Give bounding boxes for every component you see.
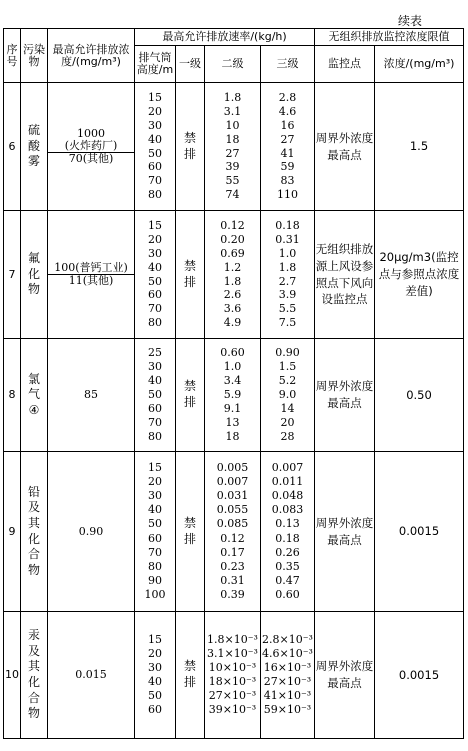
table-row [4, 339, 464, 452]
grade2-value: 10 [225, 118, 240, 132]
stack-height [135, 612, 176, 739]
table-row [4, 612, 464, 739]
max-conc-part: 1000 (火炸药厂) [64, 127, 118, 153]
grade3-value: 20 [280, 415, 295, 429]
grade2-value: 0.31 [220, 574, 245, 588]
grade2 [205, 612, 261, 739]
grade3-value: 41 [280, 146, 295, 160]
grade3-value: 4.6×10⁻³ [262, 647, 313, 661]
grade3-value: 16 [280, 118, 295, 132]
row-pollutant: 铅 及 其 化 合 物 [21, 452, 48, 612]
max-conc-part: 11(其他) [48, 274, 134, 287]
grade3 [261, 339, 315, 452]
grade3-value: 2.8×10⁻³ [262, 633, 313, 647]
grade2-value: 1.2 [223, 260, 242, 274]
grade2-value: 0.17 [220, 545, 245, 559]
grade3-value: 110 [277, 188, 298, 202]
grade3-value: 0.18 [275, 218, 300, 232]
header-grade2: 二级 [205, 46, 261, 83]
row-grade1: 禁 排 [176, 452, 205, 612]
grade2-value: 0.69 [220, 246, 245, 260]
max-conc-part: 70(其他) [48, 152, 134, 165]
grade2 [205, 339, 261, 452]
grade2-value: 18×10⁻³ [208, 675, 257, 688]
grade3-value: 5.2 [278, 374, 297, 388]
grade2-value: 0.12 [220, 531, 245, 545]
grade3-value: 14 [280, 401, 295, 415]
row-grade1: 禁 排 [176, 339, 205, 452]
table-row [4, 452, 464, 612]
header-max-rate: 最高允许排放速率/(kg/h) [135, 29, 315, 46]
grade3-value: 27 [280, 132, 295, 146]
stack-height [135, 452, 176, 612]
grade2-value: 18 [225, 132, 240, 146]
grade2-value: 18 [225, 429, 240, 443]
grade2-value: 3.4 [223, 374, 242, 388]
row-seq: 10 [4, 612, 21, 739]
stack-height-value: 80 [148, 559, 162, 573]
grade3-value: 0.011 [271, 474, 304, 488]
row-max-conc [48, 211, 135, 339]
grade3-value: 0.60 [275, 588, 300, 602]
header-grade1: 一级 [176, 46, 205, 83]
grade2-value: 55 [225, 174, 240, 188]
grade2-value: 27×10⁻³ [208, 688, 257, 702]
grade2-value: 0.085 [216, 517, 249, 531]
row-pollutant: 氯 气 ④ [21, 339, 48, 452]
stack-height-value: 80 [148, 429, 162, 443]
stack-height-value: 15 [148, 218, 162, 232]
grade2-value: 39 [225, 160, 240, 174]
table-row [4, 83, 464, 211]
row-max-conc: 85 [48, 339, 135, 452]
stack-height-value: 50 [148, 688, 162, 702]
grade2-value: 10×10⁻³ [208, 661, 257, 675]
grade3-value: 59 [280, 160, 295, 174]
row-pollutant: 氟 化 物 [21, 211, 48, 339]
grade2-value: 3.1×10⁻³ [207, 647, 258, 661]
grade3-value: 0.47 [275, 574, 300, 588]
row-limit: 0.0015 [375, 612, 464, 739]
grade3-value: 3.9 [278, 288, 297, 302]
grade3-value: 0.31 [275, 232, 300, 246]
grade2-value: 2.6 [223, 288, 242, 302]
header-monitor-point: 监控点 [315, 46, 375, 83]
grade2-value: 0.031 [216, 488, 249, 502]
row-max-conc [48, 83, 135, 211]
stack-height-value: 20 [148, 104, 162, 118]
row-limit: 1.5 [375, 83, 464, 211]
stack-height-value: 30 [148, 661, 162, 675]
grade3-value: 1.5 [278, 360, 297, 374]
grade3-value: 59×10⁻³ [263, 702, 312, 716]
row-monitor-point: 周界外浓度最高点 [315, 83, 375, 211]
header-fugitive: 无组织排放监控浓度限值 [315, 29, 464, 46]
stack-height-value: 60 [148, 288, 162, 302]
grade2-value: 0.39 [220, 588, 245, 602]
stack-height-value: 50 [148, 146, 162, 160]
stack-height-value: 20 [148, 232, 162, 246]
header-grade3: 三级 [261, 46, 315, 83]
stack-height-value: 100 [144, 588, 166, 602]
grade3-value: 28 [280, 429, 295, 443]
grade3 [261, 211, 315, 339]
grade3-value: 27×10⁻³ [263, 675, 312, 688]
stack-height-value: 80 [148, 316, 162, 330]
grade3-value: 0.26 [275, 545, 300, 559]
grade2-value: 0.055 [216, 503, 249, 517]
stack-height-value: 40 [148, 374, 162, 388]
stack-height-value: 20 [148, 647, 162, 661]
grade2-value: 27 [225, 146, 240, 160]
stack-height-value: 30 [148, 246, 162, 260]
continued-label: 续表 [397, 14, 422, 28]
grade2-value: 74 [225, 188, 240, 202]
grade2-value: 0.12 [220, 218, 245, 232]
stack-height-value: 25 [148, 346, 162, 360]
grade2 [205, 83, 261, 211]
stack-height-value: 60 [148, 401, 162, 415]
grade3-value: 9.0 [278, 388, 297, 402]
grade3 [261, 612, 315, 739]
grade2-value: 5.9 [223, 388, 242, 402]
grade3-value: 2.7 [278, 274, 297, 288]
grade3-value: 5.5 [278, 302, 297, 316]
grade2-value: 0.005 [216, 460, 249, 474]
grade3-value: 1.0 [278, 246, 297, 260]
grade3-value: 0.35 [275, 559, 300, 573]
header-concentration: 浓度/(mg/m³) [375, 46, 464, 83]
grade2-value: 0.60 [220, 346, 245, 360]
grade2-value: 0.20 [220, 232, 245, 246]
stack-height-value: 15 [148, 90, 162, 104]
stack-height-value: 40 [148, 503, 162, 517]
grade2-value: 0.23 [220, 559, 245, 573]
stack-height-value: 60 [148, 531, 162, 545]
grade3-value: 0.083 [271, 503, 304, 517]
row-monitor-point: 周界外浓度最高点 [315, 452, 375, 612]
header-pollutant: 污染物 [21, 29, 48, 83]
stack-height [135, 83, 176, 211]
stack-height-value: 60 [148, 702, 162, 716]
grade2-value: 39×10⁻³ [208, 702, 257, 716]
grade3-value: 0.007 [271, 460, 304, 474]
grade2 [205, 211, 261, 339]
row-seq: 6 [4, 83, 21, 211]
grade3-value: 2.8 [278, 90, 297, 104]
grade3-value: 0.048 [271, 488, 304, 502]
row-max-conc: 0.90 [48, 452, 135, 612]
grade2-value: 13 [225, 415, 240, 429]
stack-height-value: 40 [148, 675, 162, 688]
grade2-value: 0.007 [216, 474, 249, 488]
stack-height-value: 90 [148, 574, 162, 588]
row-pollutant: 汞 及 其 化 合 物 [21, 612, 48, 739]
row-limit: 0.50 [375, 339, 464, 452]
grade2-value: 3.6 [223, 302, 242, 316]
row-monitor-point: 周界外浓度最高点 [315, 339, 375, 452]
stack-height-value: 15 [148, 633, 162, 647]
emission-standards-table [3, 28, 464, 739]
stack-height-value: 70 [148, 415, 162, 429]
stack-height-value: 80 [148, 188, 162, 202]
stack-height-value: 20 [148, 474, 162, 488]
row-seq: 7 [4, 211, 21, 339]
row-seq: 9 [4, 452, 21, 612]
stack-height-value: 70 [148, 545, 162, 559]
grade2-value: 1.8×10⁻³ [207, 633, 258, 647]
grade2-value: 9.1 [223, 401, 242, 415]
stack-height-value: 50 [148, 517, 162, 531]
grade2 [205, 452, 261, 612]
grade3-value: 1.8 [278, 260, 297, 274]
stack-height-value: 40 [148, 260, 162, 274]
grade3-value: 7.5 [278, 316, 297, 330]
grade3 [261, 452, 315, 612]
grade3-value: 0.18 [275, 531, 300, 545]
table-row [4, 211, 464, 339]
stack-height-value: 30 [148, 488, 162, 502]
header-stack-height: 排气筒高度/m [135, 46, 176, 83]
row-grade1: 禁 排 [176, 612, 205, 739]
stack-height-value: 30 [148, 360, 162, 374]
grade2-value: 1.8 [223, 90, 242, 104]
grade3 [261, 83, 315, 211]
stack-height-value: 50 [148, 274, 162, 288]
grade3-value: 0.13 [275, 517, 300, 531]
row-monitor-point: 无组织排放源上风设参照点下风向设监控点 [315, 211, 375, 339]
header-max-conc: 最高允许排放浓度/(mg/m³) [48, 29, 135, 83]
stack-height-value: 60 [148, 160, 162, 174]
row-grade1: 禁 排 [176, 211, 205, 339]
grade3-value: 0.90 [275, 346, 300, 360]
row-pollutant: 硫 酸 雾 [21, 83, 48, 211]
grade3-value: 83 [280, 174, 295, 188]
row-seq: 8 [4, 339, 21, 452]
row-limit: 20μg/m3(监控点与参照点浓度差值) [375, 211, 464, 339]
stack-height-value: 30 [148, 118, 162, 132]
grade3-value: 16×10⁻³ [263, 661, 312, 675]
stack-height-value: 70 [148, 302, 162, 316]
stack-height-value: 40 [148, 132, 162, 146]
row-grade1: 禁 排 [176, 83, 205, 211]
grade2-value: 1.8 [223, 274, 242, 288]
row-max-conc: 0.015 [48, 612, 135, 739]
grade2-value: 4.9 [223, 316, 242, 330]
grade2-value: 3.1 [223, 104, 242, 118]
row-limit: 0.0015 [375, 452, 464, 612]
grade3-value: 4.6 [278, 104, 297, 118]
stack-height-value: 50 [148, 388, 162, 402]
stack-height [135, 211, 176, 339]
stack-height-value: 70 [148, 174, 162, 188]
stack-height-value: 15 [148, 460, 162, 474]
max-conc-part: 100(普钙工业) [54, 261, 128, 275]
stack-height [135, 339, 176, 452]
grade3-value: 41×10⁻³ [263, 688, 312, 702]
row-monitor-point: 周界外浓度最高点 [315, 612, 375, 739]
grade2-value: 1.0 [223, 360, 242, 374]
header-seq: 序号 [4, 29, 21, 83]
